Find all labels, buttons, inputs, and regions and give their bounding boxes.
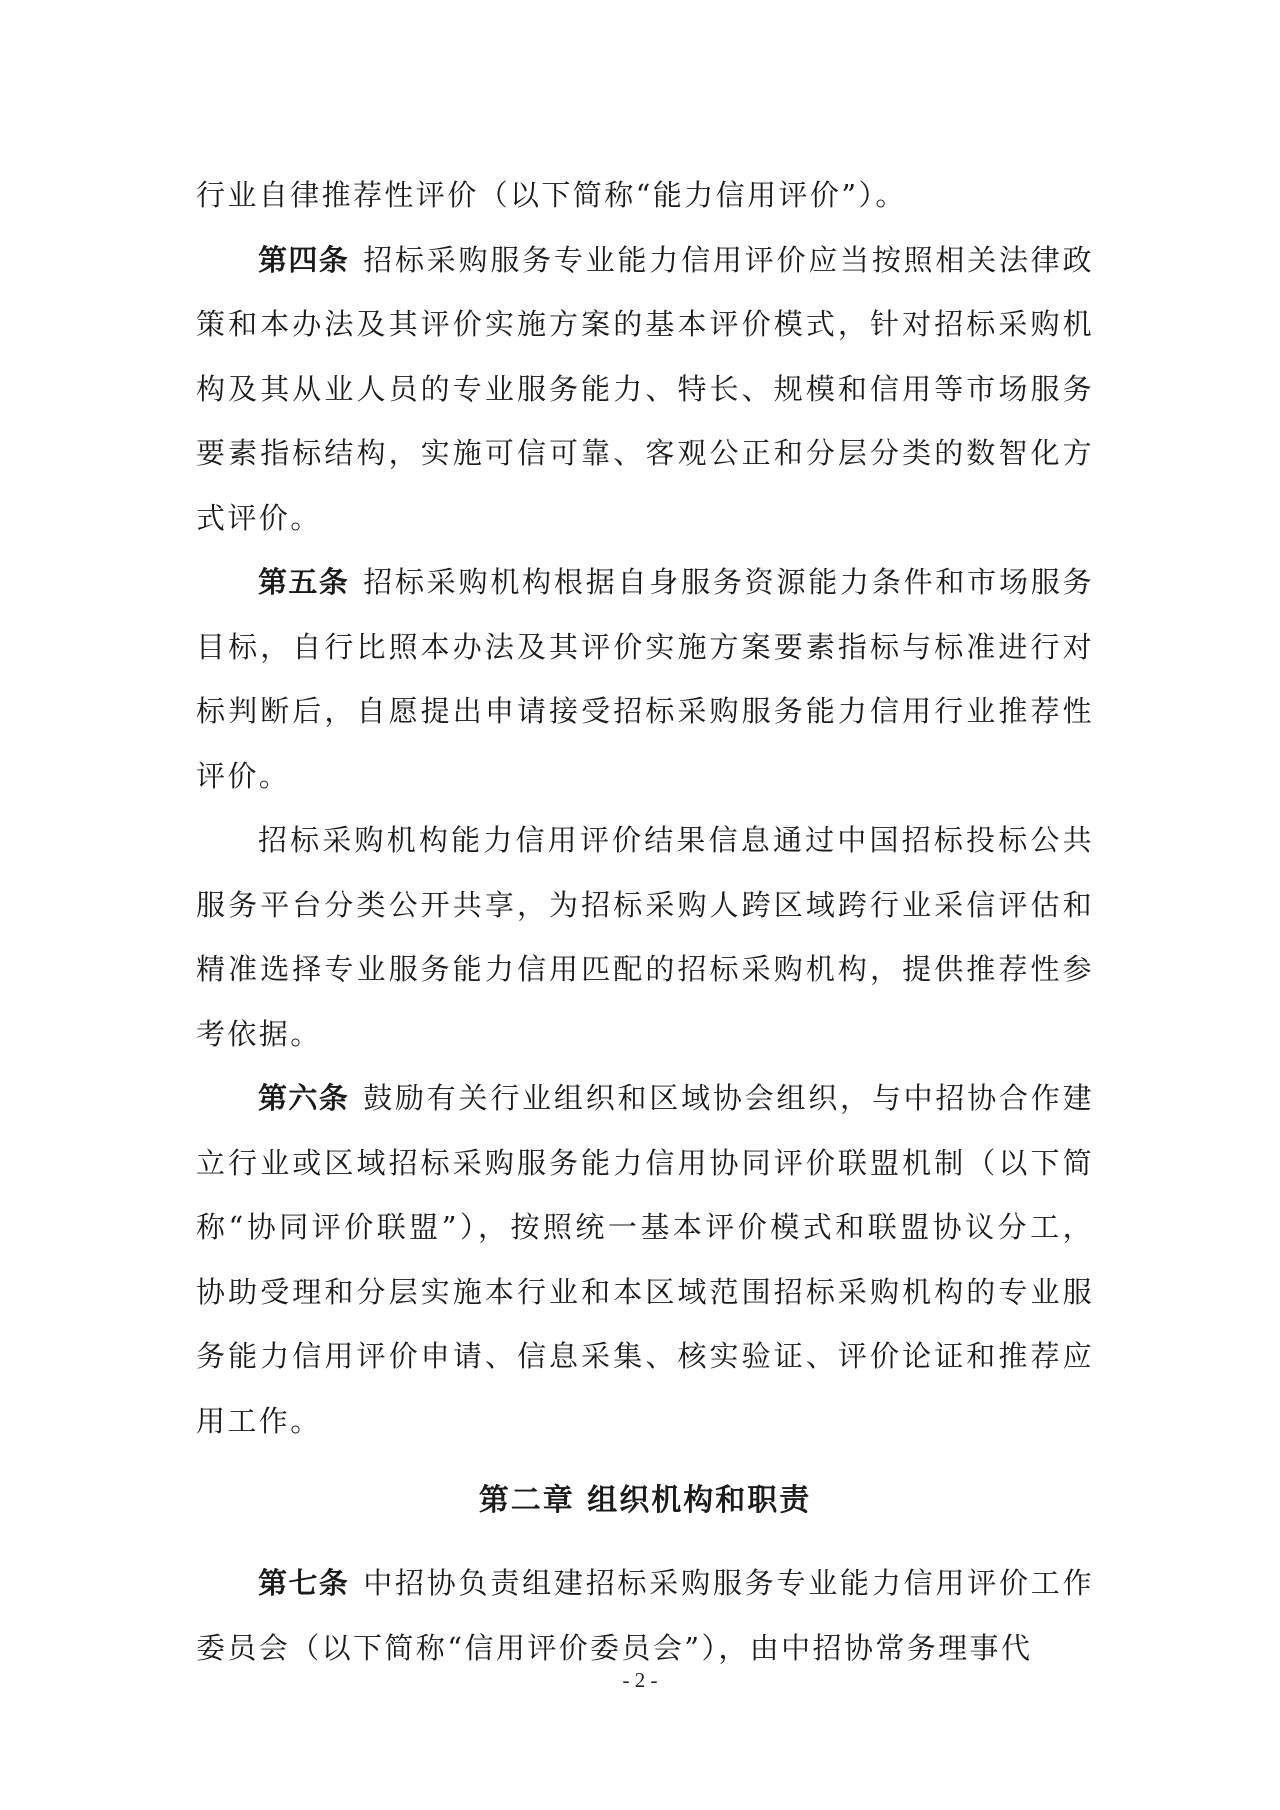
article-label: 第六条: [258, 1081, 350, 1115]
chapter-heading: 第二章 组织机构和职责: [478, 1483, 812, 1518]
article-5-second-paragraph: [196, 808, 1094, 1066]
article-label: 第五条: [258, 565, 350, 599]
paragraph-text: 中招协负责组建招标采购服务专业能力信用评价工作委员会（以下简称“信用评价委员会”），由中招协常务理事代: [196, 1566, 1094, 1665]
paragraph-text: 鼓励有关行业组织和区域协会组织，与中招协合作建立行业或区域招标采购服务能力信用协同评价联盟机制（以下简称“协同评价联盟”），按照统一基本评价模式和联盟协议分工，协助受理和分层实施本行业和本区域范围招标采购机构的专业服务能力信用评价申请、信息采集、核实验证、评价论证和推荐应用工作。: [196, 1081, 1094, 1438]
page-number: - 2 -: [622, 1668, 658, 1692]
article-4: [196, 228, 1094, 551]
article-7: [196, 1551, 1094, 1680]
paragraph-continuation: [196, 163, 1094, 228]
document-body: [196, 163, 1094, 1680]
paragraph-text: 行业自律推荐性评价（以下简称“能力信用评价”）。: [196, 178, 907, 212]
paragraph-text: 招标采购服务专业能力信用评价应当按照相关法律政策和本办法及其评价实施方案的基本评价模式，针对招标采购机构及其从业人员的专业服务能力、特长、规模和信用等市场服务要素指标结构，实施可信可靠、客观公正和分层分类的数智化方式评价。: [196, 242, 1094, 535]
paragraph-text: 招标采购机构根据自身服务资源能力条件和市场服务目标，自行比照本办法及其评价实施方案要素指标与标准进行对标判断后，自愿提出申请接受招标采购服务能力信用行业推荐性评价。: [196, 565, 1094, 793]
article-label: 第四条: [258, 242, 350, 277]
article-5: [196, 550, 1094, 808]
article-label: 第七条: [258, 1566, 350, 1600]
article-6: [196, 1066, 1094, 1453]
paragraph-text: 招标采购机构能力信用评价结果信息通过中国招标投标公共服务平台分类公开共享，为招标采购人跨区域跨行业采信评估和精准选择专业服务能力信用匹配的招标采购机构，提供推荐性参考依据。: [196, 823, 1094, 1051]
